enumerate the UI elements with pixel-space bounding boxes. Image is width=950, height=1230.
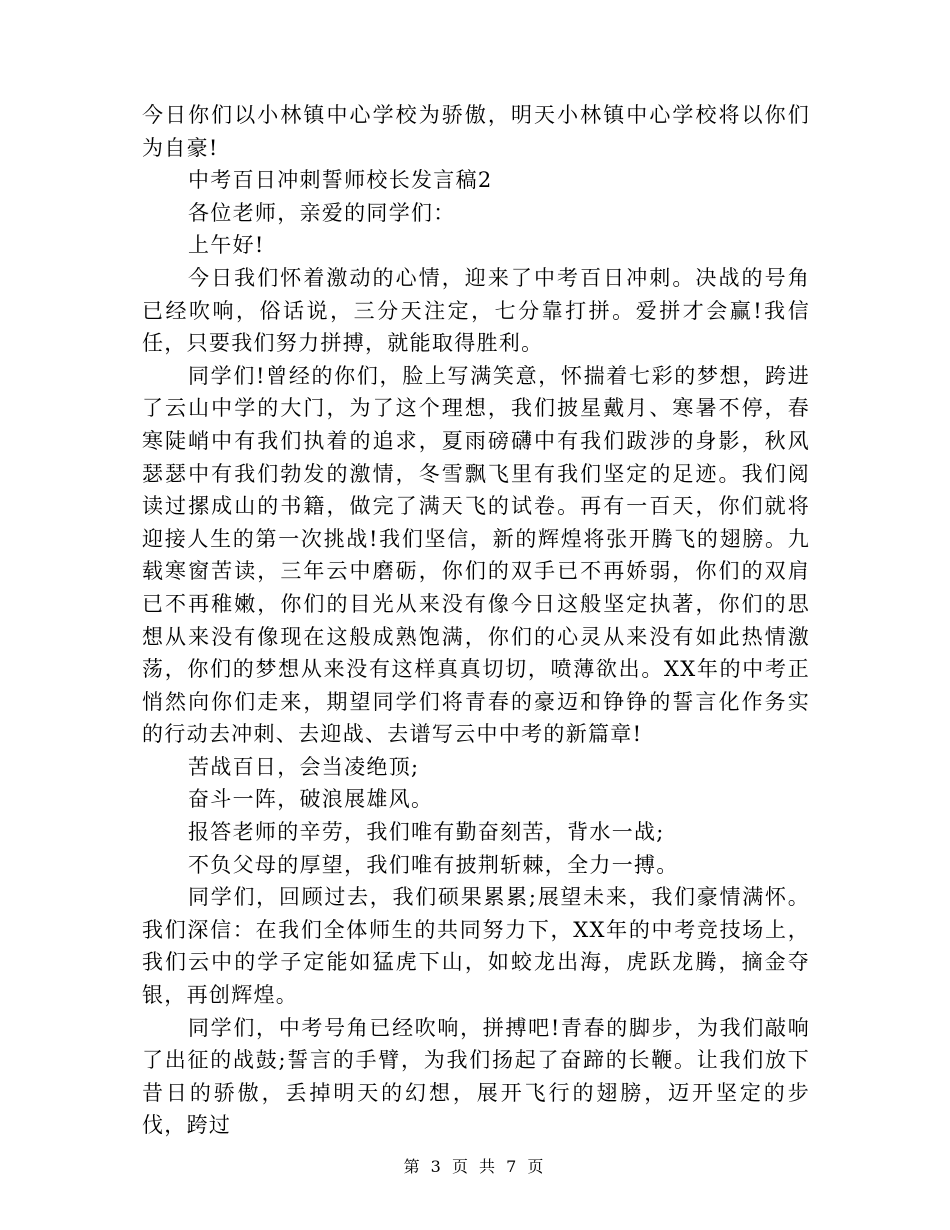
section-title: 中考百日冲刺誓师校长发言稿2 bbox=[188, 168, 493, 193]
paragraph-closing-line: 今日你们以小林镇中心学校为骄傲，明天小林镇中心学校将以你们为自豪! bbox=[142, 103, 810, 160]
slogan-line: 苦战百日，会当凌绝顶; bbox=[188, 754, 420, 779]
paragraph: 同学们，回顾过去，我们硕果累累;展望未来，我们豪情满怀。我们深信：在我们全体师生的共同努力下，XX年的中考竞技场上，我们云中的学子定能如猛虎下山，如蛟龙出海，虎跃龙腾，摘金夺银，再创辉煌。 bbox=[142, 885, 810, 1008]
slogan-line: 奋斗一阵，破浪展雄风。 bbox=[188, 787, 434, 812]
paragraph: 今日我们怀着激动的心情，迎来了中考百日冲刺。决战的号角已经吹响，俗话说，三分天注定，七分靠打拼。爱拼才会赢!我信任，只要我们努力拼搏，就能取得胜利。 bbox=[142, 265, 810, 356]
greeting: 上午好! bbox=[188, 233, 265, 258]
slogan-line: 不负父母的厚望，我们唯有披荆斩棘，全力一搏。 bbox=[188, 852, 679, 877]
document-body bbox=[142, 99, 810, 1142]
page-number-footer: 第 3 页 共 7 页 bbox=[403, 1157, 547, 1176]
salutation: 各位老师，亲爱的同学们： bbox=[188, 200, 456, 225]
paragraph: 同学们，中考号角已经吹响，拼搏吧!青春的脚步，为我们敲响了出征的战鼓;誓言的手臂，为我们扬起了奋蹄的长鞭。让我们放下昔日的骄傲，丢掉明天的幻想，展开飞行的翅膀，迈开坚定的步伐，跨过 bbox=[142, 1015, 810, 1138]
paragraph: 同学们!曾经的你们，脸上写满笑意，怀揣着七彩的梦想，跨进了云山中学的大门，为了这个理想，我们披星戴月、寒暑不停，春寒陡峭中有我们执着的追求，夏雨磅礴中有我们跋涉的身影，秋风瑟瑟中有我们勃发的激情，冬雪飘飞里有我们坚定的足迹。我们阅读过摞成山的书籍，做完了满天飞的试卷。再有一百天，你们就将迎接人生的第一次挑战!我们坚信，新的辉煌将张开腾飞的翅膀。九载寒窗苦读，三年云中磨砺，你们的双手已不再娇弱，你们的双肩已不再稚嫩，你们的目光从来没有像今日这般坚定执著，你们的思想从来没有像现在这般成熟饱满，你们的心灵从来没有如此热情激荡，你们的梦想从来没有这样真真切切，喷薄欲出。XX年的中考正悄然向你们走来，期望同学们将青春的豪迈和铮铮的誓言化作务实的行动去冲刺、去迎战、去谱写云中中考的新篇章! bbox=[142, 363, 810, 747]
slogan-line: 报答老师的辛劳，我们唯有勤奋刻苦，背水一战; bbox=[188, 820, 665, 845]
